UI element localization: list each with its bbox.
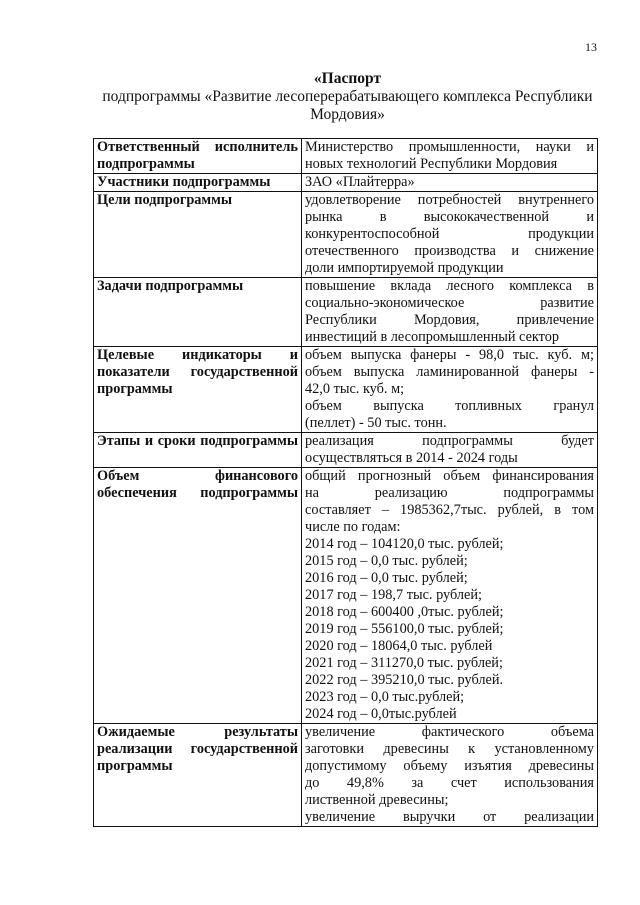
value-line: составляет – 1985362,7тыс. рублей, в том xyxy=(305,502,594,518)
value-line: лиственной древесины; xyxy=(305,792,449,808)
table-row xyxy=(94,433,598,468)
page-number: 13 xyxy=(585,40,597,54)
value-line: допустимому объему изъятия древесины xyxy=(305,758,594,774)
row-value xyxy=(302,724,598,827)
title-line-1: «Паспорт xyxy=(313,70,382,87)
value-line: объем выпуска ламинированной фанеры - xyxy=(305,364,594,380)
value-line: 2020 год – 18064,0 тыс. рублей xyxy=(305,638,493,654)
value-line: 2022 год – 395210,0 тыс. рублей. xyxy=(305,672,504,688)
row-value xyxy=(302,468,598,724)
value-line: ЗАО «Плайтерра» xyxy=(305,174,415,190)
value-line: 2016 год – 0,0 тыс. рублей; xyxy=(305,570,468,586)
value-line: увеличение выручки от реализации xyxy=(305,809,594,825)
row-value xyxy=(302,347,598,433)
row-value xyxy=(302,174,598,192)
value-line: социально-экономическое развитие xyxy=(305,295,594,311)
value-line: на реализацию подпрограммы xyxy=(305,485,594,501)
value-line: рынка в высококачественной и xyxy=(305,209,594,225)
title-line-2: подпрограммы «Развитие лесоперерабатывающего комплекса Республики xyxy=(102,88,593,105)
row-label: Этапы и сроки подпрограммы xyxy=(94,433,302,468)
row-label: Цели подпрограммы xyxy=(94,192,302,278)
value-line: инвестиций в лесопромышленный сектор xyxy=(305,329,560,345)
row-value xyxy=(302,278,598,347)
row-label: Ожидаемые результаты реализации государственной программы xyxy=(94,724,302,827)
row-value xyxy=(302,433,598,468)
value-line: Министерство промышленности, науки и xyxy=(305,139,594,155)
value-line: 2014 год – 104120,0 тыс. рублей; xyxy=(305,536,504,552)
value-line: осуществляться в 2014 - 2024 годы xyxy=(305,450,518,466)
value-line: объем выпуска топливных гранул xyxy=(305,398,594,414)
value-line: 2024 год – 0,0тыс.рублей xyxy=(305,706,457,722)
value-line: отечественного производства и снижение xyxy=(305,243,594,259)
row-label: Целевые индикаторы и показатели государственной программы xyxy=(94,347,302,433)
value-line: (пеллет) - 50 тыс. тонн. xyxy=(305,415,447,431)
title-line-3: Мордовия» xyxy=(310,106,385,123)
value-line: до 49,8% за счет использования xyxy=(305,775,594,791)
table-row xyxy=(94,139,598,174)
row-value xyxy=(302,192,598,278)
value-line: 2023 год – 0,0 тыс.рублей; xyxy=(305,689,465,705)
value-line: доли импортируемой продукции xyxy=(305,260,504,276)
table-row xyxy=(94,174,598,192)
value-line: 2017 год – 198,7 тыс. рублей; xyxy=(305,587,483,603)
value-line: 2019 год – 556100,0 тыс. рублей; xyxy=(305,621,504,637)
value-line: повышение вклада лесного комплекса в xyxy=(305,278,594,294)
table-row xyxy=(94,724,598,827)
row-label: Участники подпрограммы xyxy=(94,174,302,192)
value-line: 2018 год – 600400 ,0тыс. рублей; xyxy=(305,604,504,620)
row-label: Объем финансового обеспечения подпрограммы xyxy=(94,468,302,724)
table-row xyxy=(94,192,598,278)
value-line: увеличение фактического объема xyxy=(305,724,594,740)
table-row xyxy=(94,468,598,724)
value-line: 2021 год – 311270,0 тыс. рублей; xyxy=(305,655,503,671)
value-line: 42,0 тыс. куб. м; xyxy=(305,381,405,397)
value-line: объем выпуска фанеры - 98,0 тыс. куб. м; xyxy=(305,347,594,363)
value-line: общий прогнозный объем финансирования xyxy=(305,468,594,484)
value-line: удовлетворение потребностей внутреннего xyxy=(305,192,594,208)
passport-table xyxy=(93,138,598,827)
table-row xyxy=(94,347,598,433)
value-line: 2015 год – 0,0 тыс. рублей; xyxy=(305,553,468,569)
table-row xyxy=(94,278,598,347)
row-value xyxy=(302,139,598,174)
document-title xyxy=(95,70,600,124)
row-label: Ответственный исполнитель подпрограммы xyxy=(94,139,302,174)
value-line: заготовки древесины к установленному xyxy=(305,741,594,757)
value-line: конкурентоспособной продукции xyxy=(305,226,594,242)
value-line: Республики Мордовия, привлечение xyxy=(305,312,594,328)
value-line: числе по годам: xyxy=(305,519,401,535)
row-label: Задачи подпрограммы xyxy=(94,278,302,347)
value-line: новых технологий Республики Мордовия xyxy=(305,156,558,172)
value-line: реализация подпрограммы будет xyxy=(305,433,594,449)
